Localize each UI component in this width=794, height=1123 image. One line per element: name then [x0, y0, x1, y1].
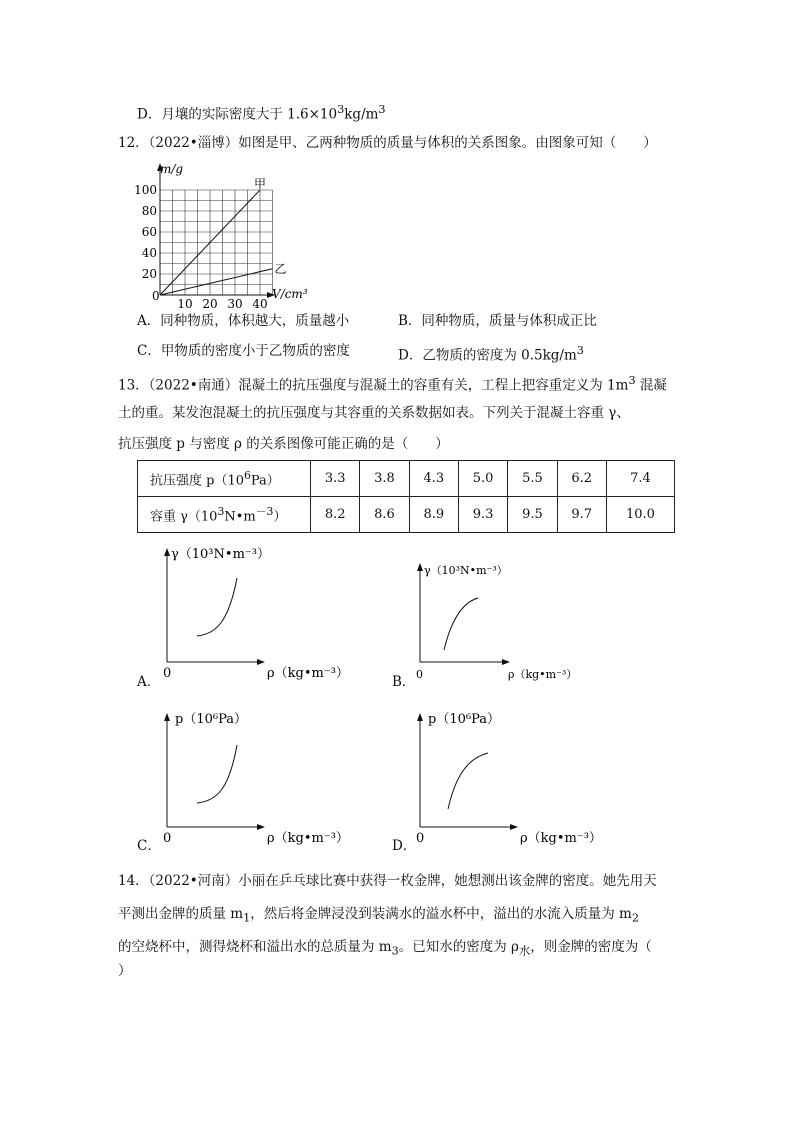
graph-d-x-label: ρ（kg•m⁻³） — [520, 831, 602, 846]
q12-label-yi: 乙 — [274, 261, 287, 276]
graph-c-curve — [197, 745, 237, 803]
table-cell: 6.2 — [557, 461, 606, 497]
graph-b-x-label: ρ（kg•m⁻³） — [508, 668, 578, 681]
table-cell: 3.8 — [360, 461, 409, 497]
graph-c-x-arrow — [257, 824, 265, 830]
y-tick-label: 20 — [141, 267, 157, 281]
graph-c-origin: 0 — [163, 831, 172, 846]
graph-a-curve — [197, 578, 237, 636]
q12-grid — [160, 190, 273, 295]
graph-b-x-arrow — [502, 659, 510, 665]
y-tick-label: 60 — [141, 225, 157, 239]
table-cell: 8.2 — [311, 497, 360, 533]
q12-option-b[interactable]: B．同种物质，质量与体积成正比 — [398, 313, 597, 329]
q14-stem-line1: 14．（2022•河南）小丽在乒乓球比赛中获得一枚金牌，她想测出该金牌的密度。她先用天 — [118, 873, 657, 889]
graph-a-origin: 0 — [163, 666, 172, 681]
graph-a-x-arrow — [257, 659, 265, 665]
q13-stem-line2: 土的重。某发泡混凝土的抗压强度与其容重的关系数据如表。下列关于混凝土容重 γ、 — [118, 405, 630, 421]
graph-b-curve — [444, 598, 478, 650]
q13-option-a-label[interactable]: A． — [137, 674, 161, 690]
q13-graph-a[interactable] — [155, 540, 365, 685]
q13-stem-line3: 抗压强度 p 与密度 ρ 的关系图像可能正确的是（ ） — [118, 436, 449, 452]
q13-option-d-label[interactable]: D． — [392, 838, 417, 854]
x-tick-label: 10 — [177, 297, 193, 311]
graph-a-y-arrow — [164, 548, 170, 556]
table-row-header: 抗压强度 $p(10^6Pa)$ — [138, 461, 311, 497]
table-cell: 7.4 — [606, 461, 674, 497]
q12-x-ticks — [177, 297, 267, 311]
q13-data-table — [137, 460, 675, 533]
table-cell: 5.0 — [458, 461, 507, 497]
graph-d-y-arrow — [417, 713, 423, 721]
q12-label-jia: 甲 — [254, 177, 267, 191]
graph-d-x-arrow — [510, 824, 518, 830]
table-cell: 10.0 — [606, 497, 674, 533]
graph-d-origin: 0 — [416, 831, 425, 846]
y-tick-label: 80 — [141, 204, 157, 218]
y-tick-label: 40 — [141, 246, 157, 260]
q11-option-d: D．月壤的实际密度大于 $1.6\times 10^3kg/m^3$ — [137, 103, 386, 123]
q13-option-c-label[interactable]: C． — [137, 838, 161, 854]
graph-a-y-label: γ（10³N•m⁻³） — [171, 547, 270, 562]
q14-stem-line4: ） — [118, 963, 132, 979]
q12-option-c[interactable]: C．甲物质的密度小于乙物质的密度 — [137, 343, 350, 359]
q14-stem-line3: 的空烧杯中，测得烧杯和溢出水的总质量为 $m_3$。已知水的密度为 $\rho_水$，则金牌的密度为（ — [118, 939, 652, 958]
graph-c-y-label: p（10⁶Pa） — [175, 712, 247, 727]
table-cell: 8.6 — [360, 497, 409, 533]
graph-a-x-label: ρ（kg•m⁻³） — [267, 666, 349, 681]
q13-graph-d[interactable] — [408, 705, 618, 850]
y-tick-label: 100 — [134, 183, 157, 197]
x-tick-label: 40 — [252, 297, 268, 311]
table-cell: 4.3 — [409, 461, 458, 497]
q12-origin: 0 — [152, 289, 160, 303]
q13-option-b-label[interactable]: B． — [392, 674, 416, 690]
table-row — [138, 497, 675, 533]
table-cell: 9.7 — [557, 497, 606, 533]
q13-graph-b[interactable] — [408, 555, 618, 685]
q12-stem: 12．（2022•淄博）如图是甲、乙两种物质的质量与体积的关系图象。由图象可知（ ） — [118, 135, 657, 151]
table-cell: 8.9 — [409, 497, 458, 533]
table-cell: 3.3 — [311, 461, 360, 497]
x-tick-label: 20 — [202, 297, 218, 311]
q13-stem-line1: 13．（2022•南通）混凝土的抗压强度与混凝土的容重有关，工程上把容重定义为 $1m^3$ 混凝 — [118, 374, 667, 394]
graph-b-origin: 0 — [416, 668, 423, 681]
table-cell: 9.3 — [458, 497, 507, 533]
q12-mass-volume-graph — [134, 160, 328, 311]
table-row — [138, 461, 675, 497]
q13-graph-c[interactable] — [155, 705, 365, 850]
q14-stem-line2: 平测出金牌的质量 $m_1$，然后将金牌浸没到装满水的溢水杯中，溢出的水流入质量为 $m_2$ — [118, 906, 640, 925]
q12-option-a[interactable]: A．同种物质，体积越大，质量越小 — [137, 313, 350, 329]
q12-option-d[interactable]: D．乙物质的密度为 $0.5kg/m^3$ — [398, 344, 584, 364]
graph-d-y-label: p（10⁶Pa） — [428, 712, 500, 727]
graph-b-y-arrow — [417, 563, 423, 571]
q12-x-label: V/cm³ — [272, 287, 308, 301]
graph-c-y-arrow — [164, 713, 170, 721]
q12-line-yi — [160, 269, 273, 295]
graph-c-x-label: ρ（kg•m⁻³） — [267, 831, 349, 846]
table-row-header: 容重 $\gamma(10^3N•m^{-3})$ — [138, 497, 311, 533]
graph-d-curve — [448, 753, 488, 809]
q12-y-ticks — [134, 183, 157, 281]
table-cell: 9.5 — [508, 497, 557, 533]
x-tick-label: 30 — [227, 297, 243, 311]
q12-y-label: m/g — [160, 162, 184, 176]
graph-b-y-label: γ（10³N•m⁻³） — [424, 564, 508, 577]
table-cell: 5.5 — [508, 461, 557, 497]
